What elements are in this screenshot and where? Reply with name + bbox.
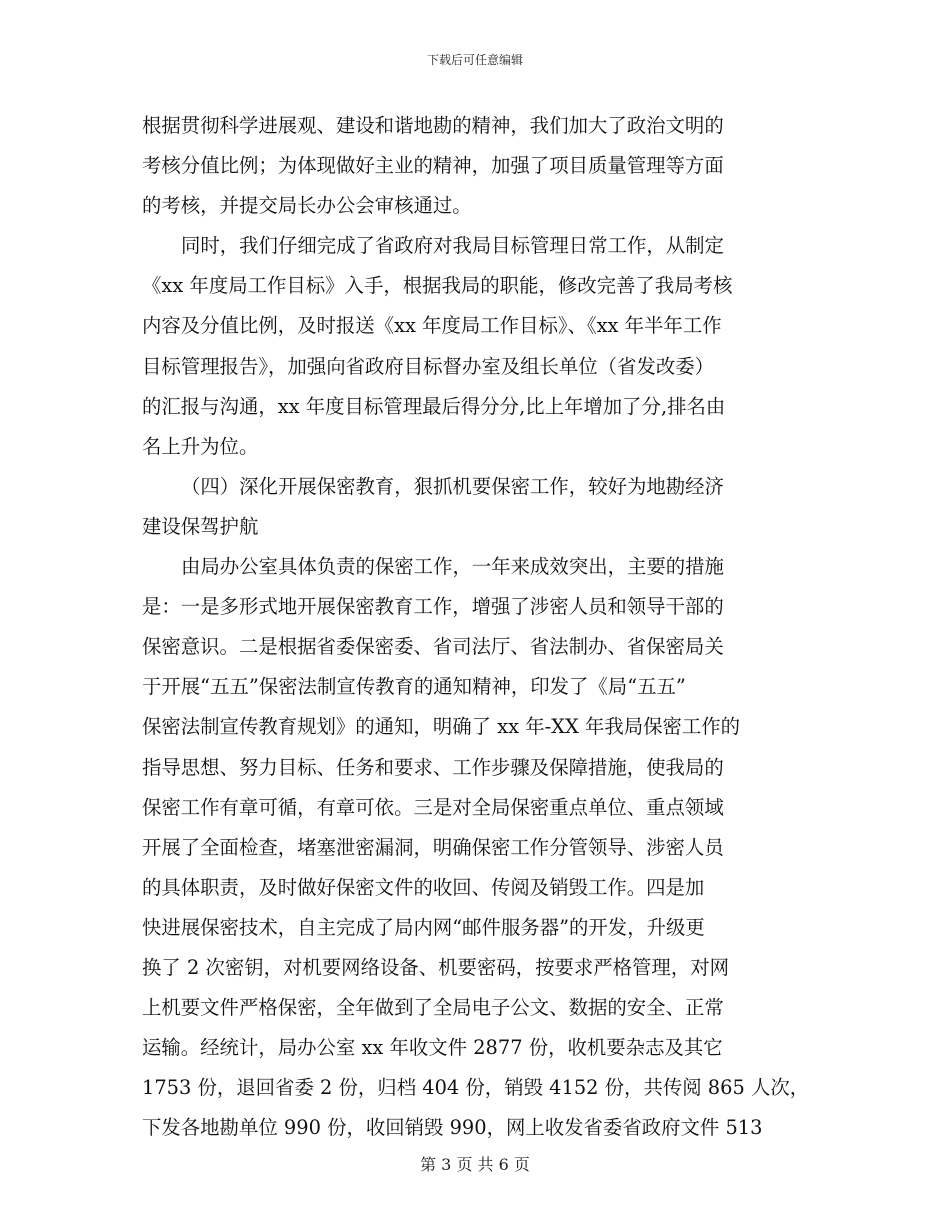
paragraph-first-line: 同时，我们仔细完成了省政府对我局目标管理日常工作，从制定 [181, 234, 724, 258]
text-line: 保密意识。二是根据省委保密委、省司法厅、省法制办、省保密局关 [142, 635, 724, 659]
text-line: 快进展保密技术，自主完成了局内网“邮件服务器”的开发，升级更 [142, 915, 705, 939]
text-line: 指导思想、努力目标、任务和要求、工作步骤及保障措施，使我局的 [142, 755, 724, 779]
page-header: 下载后可任意编辑 [426, 53, 523, 67]
text-line: 是：一是多形式地开展保密教育工作，增强了涉密人员和领导干部的 [142, 595, 724, 619]
text-line: 于开展“五五”保密法制宣传教育的通知精神，印发了《局“五五” [142, 675, 686, 699]
text-line: 上机要文件严格保密，全年做到了全局电子公文、数据的安全、正常 [142, 996, 724, 1020]
text-line: 换了 2 次密钥，对机要网络设备、机要密码，按要求严格管理，对网 [142, 955, 729, 979]
text-line: 考核分值比例；为体现做好主业的精神，加强了项目质量管理等方面 [142, 154, 724, 178]
paragraph-first-line: 由局办公室具体负责的保密工作，一年来成效突出，主要的措施 [181, 555, 724, 579]
text-line: 内容及分值比例，及时报送《xx 年度局工作目标》、《xx 年半年工作 [142, 314, 722, 338]
text-line: 《xx 年度局工作目标》入手，根据我局的职能，修改完善了我局考核 [142, 274, 733, 298]
text-line: 的考核，并提交局长办公会审核通过。 [142, 194, 472, 218]
document-body [142, 106, 810, 1148]
text-line: 运输。经统计，局办公室 xx 年收文件 2877 份，收机要杂志及其它 [142, 1036, 723, 1060]
text-line: 目标管理报告》，加强向省政府目标督办室及组长单位（省发改委） [142, 354, 715, 378]
section-heading: （四）深化开展保密教育，狠抓机要保密工作，较好为地勘经济 [181, 474, 724, 498]
text-line: 开展了全面检查，堵塞泄密漏洞，明确保密工作分管领导、涉密人员 [142, 835, 724, 859]
text-line: 保密法制宣传教育规划》的通知，明确了 xx 年-XX 年我局保密工作的 [142, 715, 741, 739]
page-number: 第 3 页 共 6 页 [420, 1155, 530, 1174]
text-line: 根据贯彻科学进展观、建设和谐地勘的精神，我们加大了政治文明的 [142, 114, 724, 137]
text-line: 名上升为位。 [142, 434, 259, 458]
text-line: 的汇报与沟通，xx 年度目标管理最后得分分,比上年增加了分,排名由 [142, 394, 726, 418]
text-line: 下发各地勘单位 990 份，收回销毁 990，网上收发省委省政府文件 513 [142, 1116, 763, 1140]
text-line: 的具体职责，及时做好保密文件的收回、传阅及销毁工作。四是加 [142, 875, 705, 899]
text-line: 1753 份，退回省委 2 份，归档 404 份，销毁 4152 份，共传阅 865 人次， [142, 1076, 810, 1100]
section-heading-continued: 建设保驾护航 [142, 514, 259, 538]
text-line: 保密工作有章可循，有章可依。三是对全局保密重点单位、重点领域 [142, 795, 724, 819]
